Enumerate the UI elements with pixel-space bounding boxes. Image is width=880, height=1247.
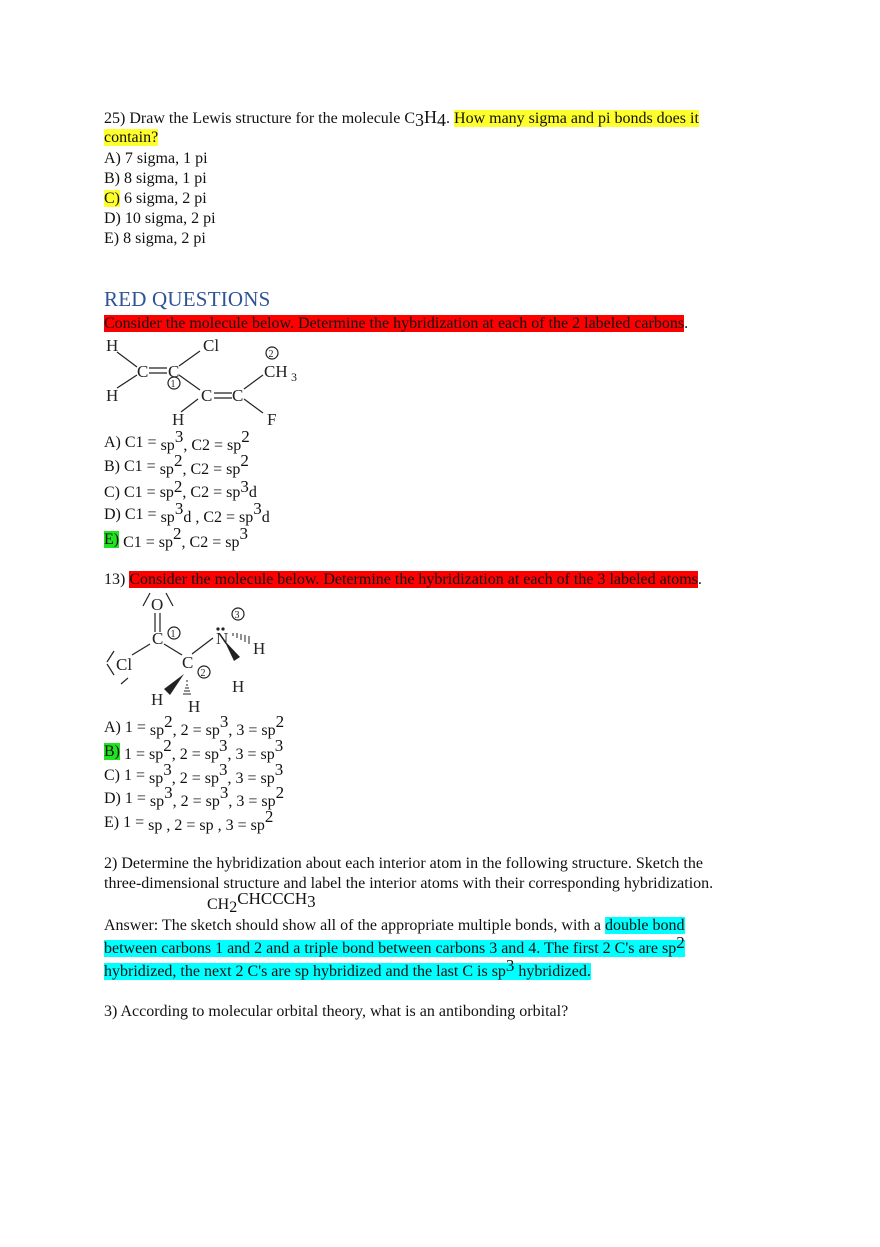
q2-answer-line1: Answer: The sketch should show all of the appropriate multiple bonds, with a double bond — [104, 917, 685, 934]
q2-stem-line2: three-dimensional structure and label the interior atoms with their corresponding hybridization. — [104, 875, 714, 892]
label-2: 2 — [200, 668, 206, 679]
q13-stem: 13) Consider the molecule below. Determine the hybridization at each of the 3 labeled atoms. — [104, 571, 702, 588]
q2-formula: CH2CHCCCH3 — [207, 889, 316, 916]
q13-option-b: B) 1 = sp2, 2 = sp3, 3 = sp3 — [104, 736, 284, 763]
q25-option-e: E) 8 sigma, 2 pi — [104, 230, 206, 247]
q13-answer-marker: B) — [104, 743, 120, 760]
molecule-diagram-2 — [100, 588, 300, 714]
atom-h2: H — [106, 386, 119, 405]
q13-option-a: A) 1 = sp2, 2 = sp3, 3 = sp2 — [104, 712, 285, 739]
q13-option-d: D) 1 = sp3, 2 = sp3, 3 = sp2 — [104, 783, 285, 810]
q25-option-c: C) 6 sigma, 2 pi — [104, 190, 207, 207]
atom-h-c1: H — [151, 690, 164, 709]
q2-answer-line2: between carbons 1 and 2 and a triple bond between carbons 3 and 4. The first 2 C's are sp2 — [104, 933, 685, 957]
q25-answer-marker: C) — [104, 190, 120, 207]
q25-option-d: D) 10 sigma, 2 pi — [104, 210, 216, 227]
label-2: 2 — [268, 349, 274, 360]
label-1: 1 — [170, 379, 176, 390]
q13-option-e: E) 1 = sp , 2 = sp , 3 = sp2 — [104, 807, 274, 834]
atom-c-c: C — [201, 386, 213, 405]
q25-stem-line2: contain? — [104, 129, 159, 146]
atom-cl: Cl — [203, 336, 220, 355]
red-questions-heading: RED QUESTIONS — [104, 287, 271, 311]
molecule-diagram-1 — [100, 333, 320, 433]
q25-option-a: A) 7 sigma, 1 pi — [104, 150, 208, 167]
atom-ch3: CH — [264, 362, 288, 381]
atom-h-c2: H — [188, 697, 201, 714]
qhyb2-option-e: E) C1 = sp2, C2 = sp3 — [104, 524, 248, 551]
atom-h-n1: H — [253, 639, 266, 658]
atom-f: F — [267, 410, 277, 429]
q2-answer-line3: hybridized, the next 2 C's are sp hybridized and the last C is sp3 hybridized. — [104, 956, 591, 980]
atom-c-b: C — [168, 362, 180, 381]
qhyb2-option-b: B) C1 = sp2, C2 = sp2 — [104, 451, 249, 478]
atom-o: O — [151, 595, 164, 614]
q2-stem-line1: 2) Determine the hybridization about each interior atom in the following structure. Sketch the — [104, 855, 703, 872]
qhyb2-answer-marker: E) — [104, 531, 120, 548]
atom-c-center: C — [182, 653, 194, 672]
atom-h3: H — [172, 410, 185, 429]
atom-h1: H — [106, 336, 119, 355]
q25-option-b: B) 8 sigma, 1 pi — [104, 170, 207, 187]
label-1: 1 — [170, 629, 176, 640]
atom-c-d: C — [232, 386, 244, 405]
q3-stem: 3) According to molecular orbital theory, what is an antibonding orbital? — [104, 1003, 569, 1020]
qhyb2-option-a: A) C1 = sp3, C2 = sp2 — [104, 427, 250, 454]
atom-cl: Cl — [116, 655, 133, 674]
qhyb2-option-c: C) C1 = sp2, C2 = sp3d — [104, 477, 257, 501]
q25-highlight: How many sigma and pi bonds does it — [454, 110, 699, 127]
label-3: 3 — [234, 610, 240, 621]
atom-c-carbonyl: C — [152, 629, 164, 648]
atom-c-a: C — [137, 362, 149, 381]
atom-ch3-sub: 3 — [291, 370, 297, 384]
q25-stem-line1: 25) Draw the Lewis structure for the molecule C3H4. How many sigma and pi bonds does it — [104, 107, 699, 130]
qhyb2-stem: Consider the molecule below. Determine the hybridization at each of the 2 labeled carbons. — [104, 315, 689, 332]
q13-option-c: C) 1 = sp3, 2 = sp3, 3 = sp3 — [104, 760, 284, 787]
qhyb2-option-d: D) C1 = sp3d , C2 = sp3d — [104, 499, 270, 526]
atom-n: N — [216, 629, 229, 648]
atom-h-n2: H — [232, 677, 245, 696]
